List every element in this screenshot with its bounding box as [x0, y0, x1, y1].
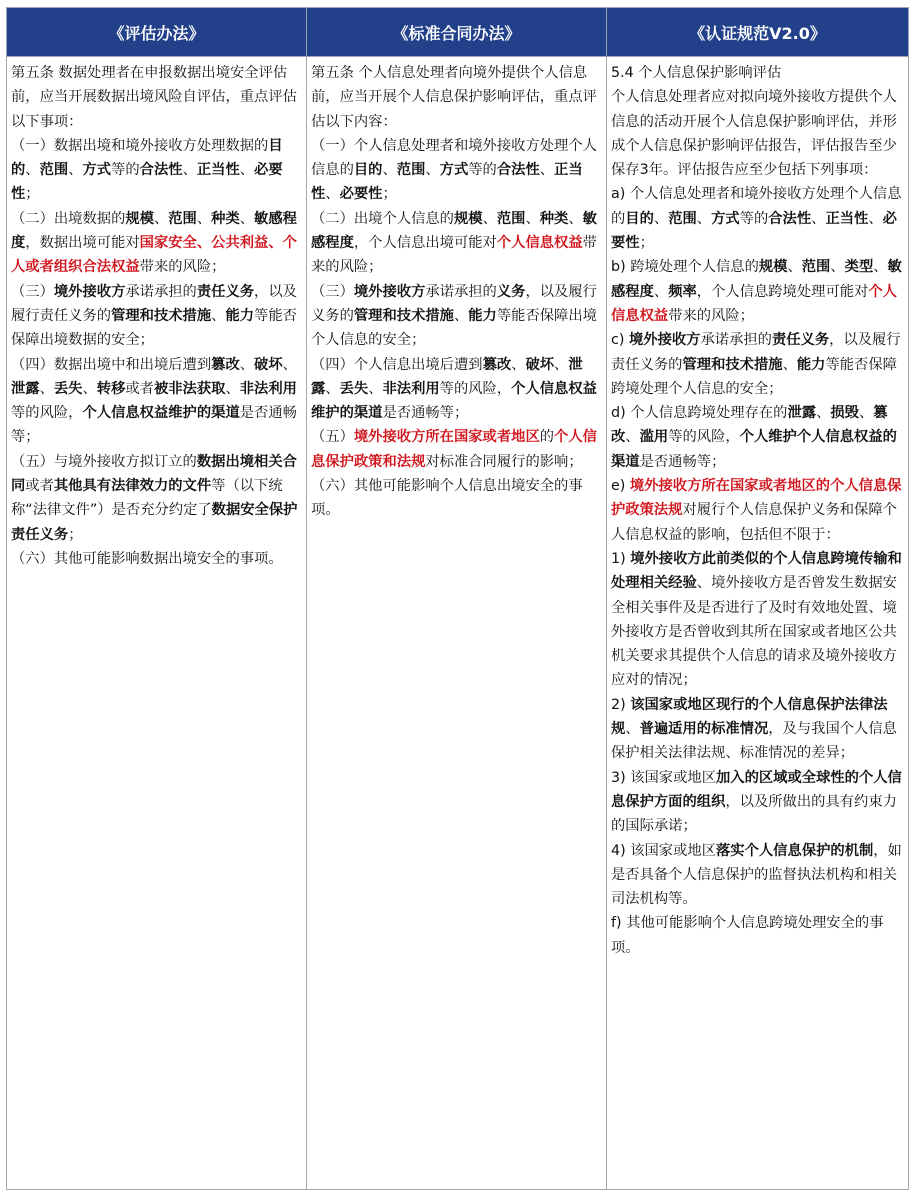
clause-paragraph: [311, 474, 604, 523]
clause-text: 2): [611, 696, 631, 713]
highlighted-term: 国家安全、公共利益、个人或者组织合法权益: [11, 235, 297, 276]
clause-text: 、: [539, 162, 555, 179]
bold-term: 管理和技术措施: [111, 307, 212, 324]
clause-text: （四）个人信息出境后遭到: [311, 356, 483, 373]
clause-text: （五）与境外接收方拟订立的: [11, 453, 197, 470]
bold-term: 范围: [39, 162, 69, 179]
comparison-table: [6, 7, 909, 1190]
clause-text: （六）其他可能影响个人信息出境安全的事项。: [311, 478, 583, 519]
bold-term: 敏感程度: [611, 259, 902, 300]
clause-text: 、: [239, 210, 255, 227]
clause-text: f) 其他可能影响个人信息跨境处理安全的事项。: [611, 915, 884, 956]
clause-text: 、: [873, 259, 888, 276]
clause-text: 等的风险，: [439, 380, 512, 397]
bold-term: 敏感程度: [311, 210, 597, 252]
clause-text: 、: [696, 210, 712, 227]
clause-paragraph: [311, 425, 604, 474]
clause-text: ，数据出境可能对: [25, 235, 140, 252]
clause-text: 、: [282, 356, 297, 373]
bold-term: 方式: [82, 162, 112, 179]
bold-term: 境外接收方: [353, 283, 426, 300]
bold-term: 个人维护个人信息权益的渠道: [611, 429, 897, 470]
clause-text: （五）: [311, 429, 354, 446]
clause-text: （三）: [311, 283, 354, 300]
clause-text: 带来的风险；: [668, 307, 754, 324]
clause-text: 、: [325, 380, 340, 397]
clause-text: ，以及履行责任义务的: [611, 332, 901, 373]
clause-text: 等能否保障跨境处理个人信息的安全；: [611, 356, 897, 397]
bold-term: 境外接收方: [53, 283, 126, 300]
clause-text: 、: [225, 380, 240, 397]
bold-term: 个人信息权益维护的渠道: [311, 380, 597, 422]
clause-text: 承诺承担的: [425, 283, 497, 300]
clause-text: 、: [196, 210, 212, 227]
clause-text: 、: [511, 356, 526, 373]
bold-term: 管理和技术措施: [353, 307, 454, 324]
bold-term: 数据安全保护责任义务: [11, 502, 298, 543]
clause-paragraph: [11, 547, 304, 571]
clause-text: 、: [68, 162, 83, 179]
column-header-evaluation-measures: 《评估办法》: [7, 8, 307, 57]
column-body-certification-spec: [607, 57, 909, 1190]
clause-text: 、: [211, 307, 226, 324]
clause-text: 或者: [25, 478, 54, 495]
clause-text: 3) 该国家或地区: [611, 769, 716, 786]
clause-paragraph: [11, 353, 304, 450]
bold-term: 非法利用: [239, 380, 297, 397]
clause-paragraph: [611, 693, 906, 766]
clause-text: c): [611, 332, 629, 349]
clause-text: 、: [153, 210, 169, 227]
bold-term: 方式: [439, 162, 469, 179]
clause-paragraph: [611, 328, 906, 401]
bold-term: 规模: [453, 210, 483, 227]
clause-paragraph: [611, 474, 906, 547]
clause-text: 第五条 数据处理者在申报数据出境安全评估前，应当开展数据出境风险自评估，重点评估以下事项：: [11, 65, 297, 130]
clause-text: 等（以下统称“法律文件”）是否充分约定了: [11, 478, 283, 519]
bold-term: 篡改: [482, 356, 512, 373]
clause-text: 、: [554, 356, 569, 373]
bold-term: 范围: [801, 259, 831, 276]
clause-paragraph: [611, 839, 906, 912]
clause-text: ；: [25, 186, 40, 203]
bold-term: 合法性: [496, 162, 540, 179]
clause-text: 、: [787, 259, 802, 276]
clause-paragraph: [11, 207, 304, 280]
clause-text: 、: [382, 162, 397, 179]
clause-text: 对标准合同履行的影响；: [425, 453, 583, 470]
clause-text: ，个人信息出境可能对: [353, 235, 497, 252]
bold-term: 管理和技术措施: [682, 356, 783, 373]
clause-paragraph: [611, 401, 906, 474]
bold-term: 能力: [468, 307, 497, 324]
bold-term: 目的: [625, 210, 654, 227]
bold-term: 能力: [796, 356, 826, 373]
bold-term: 必要性: [11, 162, 283, 203]
bold-term: 合法性: [139, 162, 183, 179]
clause-text: 第五条 个人信息处理者向境外提供个人信息前，应当开展个人信息保护影响评估，重点评估以下内容：: [311, 65, 597, 130]
clause-text: 等的风险，: [11, 405, 83, 422]
bold-term: 规模: [125, 210, 154, 227]
bold-term: 责任义务: [771, 332, 830, 349]
clause-paragraph: [311, 61, 604, 134]
clause-text: 带来的风险；: [139, 259, 226, 276]
bold-term: 篡改: [611, 405, 888, 446]
bold-term: 正当性: [196, 162, 240, 179]
clause-text: 、: [482, 210, 497, 227]
bold-term: 境外接收方此前类似的个人信息跨境传输和处理相关经验: [611, 550, 902, 592]
bold-term: 责任义务: [196, 283, 255, 300]
clause-paragraph: [611, 255, 906, 328]
clause-text: a) 个人信息处理者和境外接收方处理个人信息的: [611, 186, 902, 227]
clause-text: 、: [811, 210, 826, 227]
bold-term: 泄露: [787, 405, 817, 422]
bold-term: 目的: [11, 137, 283, 179]
clause-text: 、: [625, 429, 640, 446]
clause-text: 、: [39, 380, 54, 397]
clause-text: 等的: [739, 210, 769, 227]
clause-text: 、: [239, 162, 255, 179]
clause-text: b) 跨境处理个人信息的: [611, 259, 759, 276]
clause-text: 、: [239, 356, 255, 373]
column-header-certification-spec: 《认证规范V2.0》: [607, 8, 909, 57]
bold-term: 类型: [844, 259, 874, 276]
clause-text: （一）个人信息处理者和境外接收方处理个人信息的: [311, 137, 597, 179]
clause-text: 4) 该国家或地区: [611, 842, 716, 859]
clause-text: 、: [653, 283, 669, 300]
clause-text: 是否通畅等；: [382, 405, 469, 422]
clause-text: 、: [625, 721, 640, 738]
clause-text: 、: [816, 405, 831, 422]
clause-text: ；: [382, 186, 397, 203]
bold-term: 范围: [496, 210, 526, 227]
clause-text: 、: [858, 405, 874, 422]
clause-paragraph: [611, 85, 906, 182]
clause-paragraph: [311, 134, 604, 207]
clause-text: 、: [425, 162, 440, 179]
bold-term: 该国家或地区现行的个人信息保护法律法规: [611, 696, 888, 738]
clause-text: ，个人信息跨境处理可能对: [696, 283, 869, 300]
clause-text: 等的: [468, 162, 497, 179]
clause-paragraph: [11, 61, 304, 134]
clause-text: 、境外接收方是否曾发生数据安全相关事件及是否进行了及时有效地处置、境外接收方是否曾收到其所在国家或者地区公共机关要求其提供个人信息的请求及境外接收方应对的情况；: [611, 575, 897, 689]
bold-term: 义务: [496, 283, 526, 300]
clause-text: 、: [368, 380, 383, 397]
clause-paragraph: [311, 280, 604, 353]
bold-term: 必要性: [339, 186, 383, 203]
clause-text: 1): [611, 550, 631, 567]
bold-term: 范围: [396, 162, 426, 179]
clause-text: ，以及所做出的具有约束力的国际承诺；: [611, 793, 897, 835]
clause-paragraph: [11, 280, 304, 353]
bold-term: 数据出境相关合同: [11, 453, 297, 495]
bold-term: 正当性: [825, 210, 869, 227]
clause-text: （三）: [11, 283, 54, 300]
clause-text: 承诺承担的: [125, 283, 197, 300]
clause-text: 5.4 个人信息保护影响评估: [611, 65, 782, 81]
bold-term: 必要性: [611, 210, 897, 252]
bold-term: 滥用: [639, 429, 669, 446]
clause-paragraph: [11, 450, 304, 547]
bold-term: 能力: [225, 307, 255, 324]
bold-term: 非法利用: [382, 380, 440, 397]
clause-text: 、: [568, 210, 583, 227]
bold-term: 目的: [353, 162, 383, 179]
bold-term: 频率: [668, 283, 697, 300]
bold-term: 范围: [168, 210, 197, 227]
clause-paragraph: [611, 547, 906, 693]
bold-term: 丢失: [53, 380, 83, 397]
clause-text: 等能否保障出境数据的安全；: [11, 307, 297, 349]
bold-term: 破坏: [254, 356, 283, 373]
clause-text: 是否通畅等；: [11, 405, 297, 446]
highlighted-term: 个人信息权益: [611, 283, 897, 324]
clause-text: 或者: [125, 380, 154, 397]
clause-text: ；: [68, 526, 83, 543]
bold-term: 种类: [211, 210, 240, 227]
bold-term: 范围: [668, 210, 697, 227]
clause-text: 、: [25, 162, 40, 179]
clause-text: 等的风险，: [668, 429, 740, 446]
clause-text: 、: [82, 380, 97, 397]
clause-text: （一）数据出境和境外接收方处理数据的: [11, 137, 269, 154]
clause-text: 是否通畅等；: [639, 453, 726, 470]
clause-text: ，如是否具备个人信息保护的监督执法机构和相关司法机构等。: [611, 842, 902, 908]
clause-text: （二）出境个人信息的: [311, 210, 454, 227]
clause-paragraph: [311, 207, 604, 280]
bold-term: 规模: [758, 259, 788, 276]
clause-text: （二）出境数据的: [11, 210, 126, 227]
column-header-standard-contract-measures: 《标准合同办法》: [307, 8, 607, 57]
clause-paragraph: [611, 61, 906, 85]
bold-term: 普遍适用的标准情况: [639, 721, 769, 738]
clause-text: 、: [830, 259, 845, 276]
clause-paragraph: [611, 766, 906, 839]
bold-term: 加入的区域或全球性的个人信息保护方面的组织: [611, 769, 902, 810]
bold-term: 转移: [96, 380, 126, 397]
clause-text: 等的: [111, 162, 140, 179]
clause-text: 、: [782, 356, 797, 373]
bold-term: 泄露: [311, 356, 583, 397]
bold-term: 敏感程度: [11, 210, 297, 252]
bold-term: 其他具有法律效力的文件: [53, 478, 212, 495]
clause-text: 、: [182, 162, 197, 179]
clause-text: 、: [325, 186, 340, 203]
clause-text: 、: [868, 210, 883, 227]
bold-term: 境外接收方: [628, 332, 701, 349]
clause-text: ，以及履行义务的: [311, 283, 597, 324]
highlighted-term: 个人信息权益: [496, 235, 583, 252]
bold-term: 破坏: [525, 356, 555, 373]
bold-term: 合法性: [768, 210, 812, 227]
highlighted-term: 个人信息保护政策和法规: [311, 429, 597, 470]
clause-text: 个人信息处理者应对拟向境外接收方提供个人信息的活动开展个人信息保护影响评估，并形成个人信息保护影响评估报告，评估报告至少保存3年。评估报告应至少包括下列事项：: [611, 89, 897, 179]
column-body-evaluation-measures: [7, 57, 307, 1190]
highlighted-term: 境外接收方所在国家或者地区的个人信息保护政策法规: [611, 478, 902, 519]
clause-text: ，及与我国个人信息保护相关法律法规、标准情况的差异；: [611, 721, 897, 762]
clause-paragraph: [611, 911, 906, 960]
clause-text: （六）其他可能影响数据出境安全的事项。: [11, 550, 283, 567]
bold-term: 损毁: [830, 405, 859, 422]
clause-text: （四）数据出境中和出境后遭到: [11, 356, 212, 373]
highlighted-term: 境外接收方所在国家或者地区: [353, 429, 540, 446]
clause-text: 带来的风险；: [311, 235, 597, 276]
clause-text: 、: [453, 307, 469, 324]
header-row: [7, 8, 909, 57]
clause-text: d) 个人信息跨境处理存在的: [611, 405, 788, 422]
bold-term: 种类: [539, 210, 569, 227]
content-row: [7, 57, 909, 1190]
clause-text: 等能否保障出境个人信息的安全；: [311, 307, 597, 349]
bold-term: 方式: [711, 210, 740, 227]
bold-term: 个人信息权益维护的渠道: [82, 405, 240, 422]
clause-text: 承诺承担的: [700, 332, 772, 349]
bold-term: 正当性: [311, 162, 583, 203]
clause-text: 、: [653, 210, 669, 227]
bold-term: 丢失: [339, 380, 369, 397]
clause-text: ；: [639, 235, 654, 252]
clause-paragraph: [311, 353, 604, 426]
clause-text: ，以及履行责任义务的: [11, 283, 297, 324]
clause-paragraph: [11, 134, 304, 207]
clause-text: 的: [539, 429, 555, 446]
clause-paragraph: [611, 182, 906, 255]
column-body-standard-contract-measures: [307, 57, 607, 1190]
clause-text: 对履行个人信息保护义务和保障个人信息权益的影响，包括但不限于：: [611, 502, 897, 543]
bold-term: 落实个人信息保护的机制: [716, 842, 874, 859]
bold-term: 篡改: [211, 356, 240, 373]
clause-text: 、: [525, 210, 540, 227]
clause-text: e): [611, 478, 630, 495]
bold-term: 被非法获取: [153, 380, 226, 397]
bold-term: 泄露: [11, 380, 40, 397]
